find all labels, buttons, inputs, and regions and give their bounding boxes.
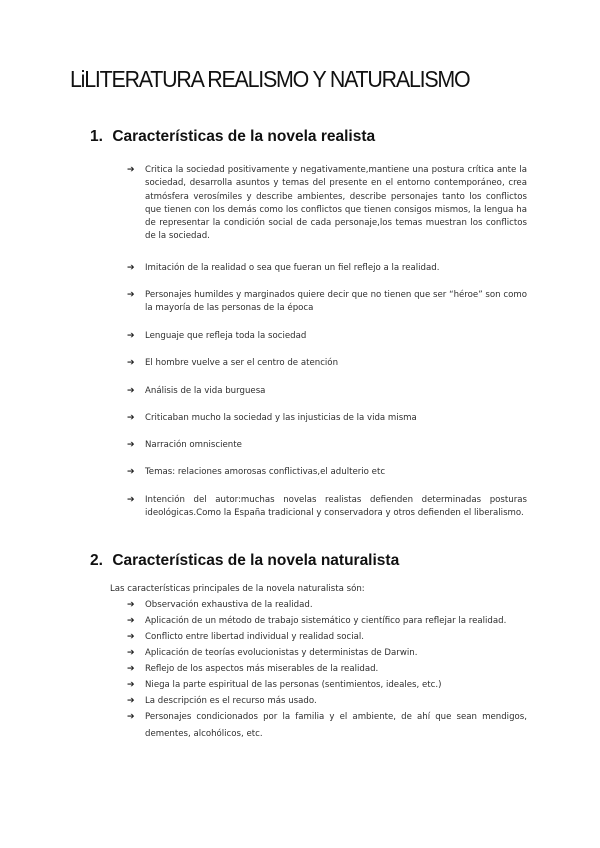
list-item-text: Niega la parte espiritual de las personas (sentimientos, ideales, etc.) bbox=[145, 680, 442, 690]
list-item bbox=[127, 709, 527, 742]
list-item bbox=[127, 645, 527, 661]
arrow-right-icon: ➔ bbox=[127, 331, 135, 341]
list-item bbox=[127, 330, 527, 343]
arrow-right-icon: ➔ bbox=[127, 467, 135, 477]
list-item bbox=[127, 613, 527, 629]
list-item bbox=[127, 262, 527, 275]
arrow-right-icon: ➔ bbox=[127, 165, 135, 175]
arrow-right-icon: ➔ bbox=[127, 440, 135, 450]
list-item-text: Reflejo de los aspectos más miserables de la realidad. bbox=[145, 664, 379, 674]
arrow-right-icon: ➔ bbox=[127, 648, 135, 658]
list-item bbox=[127, 357, 527, 370]
arrow-right-icon: ➔ bbox=[127, 263, 135, 273]
list-item bbox=[127, 289, 527, 316]
list-item-text: Aplicación de teorías evolucionistas y deterministas de Darwin. bbox=[145, 648, 418, 658]
list-item-text: Critica la sociedad positivamente y negativamente,mantiene una postura crítica ante la sociedad, desarrolla asuntos y temas del presente en el entorno contemporáneo, crea atmósfera verosímiles y describe ambientes, describe personajes tanto los conflictos que tienen con los demás como los conflictos que tienen consigos mismos, la lengua ha de representar la condición social de cada personaje,los temas muestran los conflictos de la sociedad. bbox=[145, 165, 527, 242]
section-1-number: 1. bbox=[90, 128, 103, 145]
section-1-heading bbox=[90, 128, 375, 146]
list-item-text: Aplicación de un método de trabajo sistemático y científico para reflejar la realidad. bbox=[145, 616, 507, 626]
list-item bbox=[127, 677, 527, 693]
list-item bbox=[127, 385, 527, 398]
list-item bbox=[127, 494, 527, 521]
list-item-text: Personajes condicionados por la familia y el ambiente, de ahí que sean mendigos, dementes, alcohólicos, etc. bbox=[145, 712, 527, 739]
list-item-text: Conflicto entre libertad individual y realidad social. bbox=[145, 632, 364, 642]
arrow-right-icon: ➔ bbox=[127, 712, 135, 722]
section-2-heading bbox=[90, 552, 399, 570]
list-item-text: Análisis de la vida burguesa bbox=[145, 386, 266, 396]
list-item-text: La descripción es el recurso más usado. bbox=[145, 696, 317, 706]
arrow-right-icon: ➔ bbox=[127, 680, 135, 690]
section-2-intro: Las características principales de la novela naturalista són: bbox=[110, 584, 365, 594]
list-item-text: El hombre vuelve a ser el centro de atención bbox=[145, 358, 339, 368]
list-item bbox=[127, 412, 527, 425]
arrow-right-icon: ➔ bbox=[127, 358, 135, 368]
page-title: LiLITERATURA REALISMO Y NATURALISMO bbox=[70, 66, 470, 92]
list-item bbox=[127, 466, 527, 479]
arrow-right-icon: ➔ bbox=[127, 290, 135, 300]
arrow-right-icon: ➔ bbox=[127, 632, 135, 642]
arrow-right-icon: ➔ bbox=[127, 664, 135, 674]
list-item-text: Narración omnisciente bbox=[145, 440, 242, 450]
arrow-right-icon: ➔ bbox=[127, 600, 135, 610]
list-item-text: Lenguaje que refleja toda la sociedad bbox=[145, 331, 307, 341]
list-item-text: Personajes humildes y marginados quiere decir que no tienen que ser “héroe” son como la mayoría de las personas de la época bbox=[145, 290, 527, 314]
arrow-right-icon: ➔ bbox=[127, 616, 135, 626]
list-item bbox=[127, 661, 527, 677]
list-item-text: Criticaban mucho la sociedad y las injusticias de la vida misma bbox=[145, 413, 417, 423]
list-item-text: Temas: relaciones amorosas conflictivas,el adulterio etc bbox=[145, 467, 386, 477]
list-item bbox=[127, 439, 527, 452]
arrow-right-icon: ➔ bbox=[127, 413, 135, 423]
list-item-text: Observación exhaustiva de la realidad. bbox=[145, 600, 313, 610]
list-item bbox=[127, 629, 527, 645]
arrow-right-icon: ➔ bbox=[127, 696, 135, 706]
list-item-text: Imitación de la realidad o sea que fueran un fiel reflejo a la realidad. bbox=[145, 263, 440, 273]
arrow-right-icon: ➔ bbox=[127, 495, 135, 505]
section-1-title: Características de la novela realista bbox=[112, 128, 376, 145]
list-item bbox=[127, 164, 527, 244]
arrow-right-icon: ➔ bbox=[127, 386, 135, 396]
section-2-number: 2. bbox=[90, 552, 103, 569]
list-item-text: Intención del autor:muchas novelas realistas defienden determinadas posturas ideológicas.Como la España tradicional y conservadora y otros defienden el liberalismo. bbox=[145, 495, 527, 519]
section-2-title: Características de la novela naturalista bbox=[112, 552, 400, 569]
naturalism-list bbox=[127, 597, 527, 742]
list-item bbox=[127, 597, 527, 613]
list-item bbox=[127, 693, 527, 709]
